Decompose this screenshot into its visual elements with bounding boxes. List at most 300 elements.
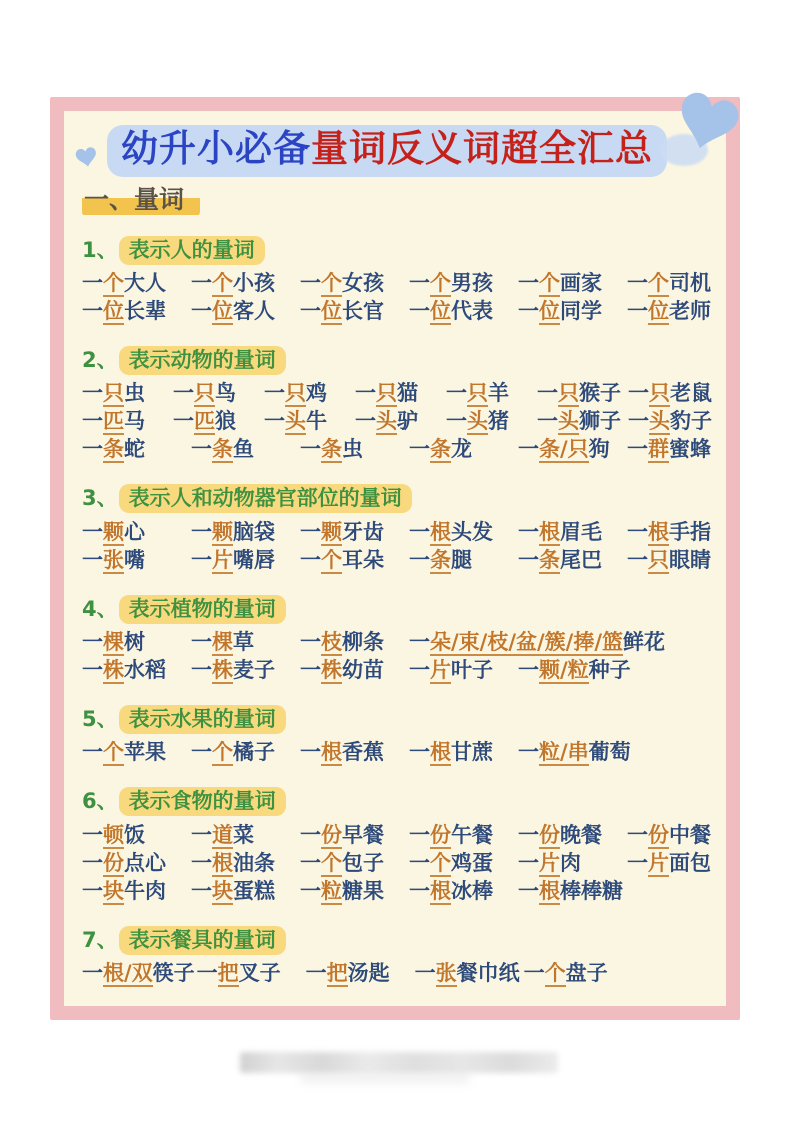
noun-text: 一: [191, 878, 212, 903]
noun-text: 一: [355, 381, 376, 406]
noun-text: 晚餐: [560, 822, 602, 847]
noun-text: 一: [82, 437, 103, 462]
measure-word-row: [82, 435, 711, 463]
noun-text: 一: [409, 298, 430, 323]
measure-word-item: [191, 628, 298, 656]
noun-text: 牙齿: [342, 519, 384, 544]
noun-text: 蛇: [124, 437, 145, 462]
noun-text: 一: [191, 298, 212, 323]
noun-text: 橘子: [233, 740, 275, 765]
measure-word: 株: [321, 657, 342, 682]
measure-word-item: [191, 656, 298, 684]
measure-word: 粒: [321, 878, 342, 903]
noun-text: 一: [518, 547, 539, 572]
measure-word-item: [628, 407, 717, 435]
noun-text: 一: [518, 740, 539, 765]
section-number: 3、: [82, 486, 118, 511]
measure-word: 头: [285, 409, 306, 434]
noun-text: 幼苗: [342, 657, 384, 682]
measure-word-item: [82, 656, 189, 684]
measure-word: 片: [430, 657, 451, 682]
measure-word-item: [409, 656, 516, 684]
measure-word-item: [306, 959, 413, 987]
measure-word-item: [409, 269, 516, 297]
measure-word: 个: [212, 270, 233, 295]
noun-text: 一: [409, 657, 430, 682]
noun-text: 苹果: [124, 740, 166, 765]
noun-text: 司机: [669, 270, 711, 295]
measure-word: 棵: [212, 629, 233, 654]
measure-word: 只: [285, 381, 306, 406]
measure-word-item: [627, 435, 726, 463]
measure-word-row: [82, 849, 711, 877]
page-title: [107, 125, 667, 177]
section-title: [82, 926, 708, 954]
measure-word: 张: [435, 960, 457, 985]
measure-word-item: [415, 959, 522, 987]
noun-text: 虫: [342, 437, 363, 462]
measure-word: 枝: [321, 629, 342, 654]
noun-text: 柳条: [342, 629, 384, 654]
measure-word-item: [191, 269, 298, 297]
noun-text: 一: [409, 878, 430, 903]
measure-word: 根/双: [103, 960, 153, 985]
noun-text: 鸡: [306, 381, 327, 406]
measure-word-item: [191, 435, 298, 463]
noun-text: 一: [264, 409, 285, 434]
noun-text: 羊: [488, 381, 509, 406]
pink-frame: [50, 97, 740, 1020]
measure-word: 个: [212, 740, 233, 765]
measure-word: 块: [212, 878, 233, 903]
noun-text: 嘴唇: [233, 547, 275, 572]
section-5: [82, 705, 708, 766]
noun-text: 长辈: [124, 298, 166, 323]
noun-text: 同学: [560, 298, 602, 323]
measure-word-item: [518, 269, 625, 297]
section-number: 5、: [82, 706, 118, 731]
noun-text: 包子: [342, 850, 384, 875]
noun-text: 一: [82, 409, 103, 434]
measure-word-row: [82, 269, 711, 297]
measure-word: 顿: [103, 822, 124, 847]
section-heading-text: 一、量词: [82, 185, 200, 216]
noun-text: 一: [300, 878, 321, 903]
measure-word: 根: [430, 878, 451, 903]
noun-text: 一: [191, 657, 212, 682]
section-number: 1、: [82, 237, 118, 262]
noun-text: 一: [537, 381, 558, 406]
measure-word: 片: [648, 850, 669, 875]
measure-word-item: [82, 379, 171, 407]
noun-text: 一: [196, 960, 218, 985]
measure-word-item: [300, 628, 407, 656]
measure-word-item: [409, 821, 516, 849]
measure-word-item: [82, 849, 189, 877]
noun-text: 一: [627, 298, 648, 323]
measure-word: 条: [430, 437, 451, 462]
measure-word-item: [627, 269, 726, 297]
measure-word-item: [300, 546, 407, 574]
measure-word-item: [518, 738, 631, 766]
measure-word-item: [518, 546, 625, 574]
noun-text: 一: [191, 822, 212, 847]
measure-word-item: [173, 407, 262, 435]
noun-text: 一: [446, 409, 467, 434]
noun-text: 一: [82, 381, 103, 406]
measure-word: 只: [376, 381, 397, 406]
noun-text: 冰棒: [451, 878, 493, 903]
measure-word-item: [518, 435, 625, 463]
measure-word: 只: [467, 381, 488, 406]
measure-word: 头: [467, 409, 488, 434]
measure-word-item: [409, 546, 516, 574]
measure-word-item: [82, 297, 189, 325]
measure-word-row: [82, 379, 712, 407]
noun-text: 糖果: [342, 878, 384, 903]
section-number: 2、: [82, 347, 118, 372]
measure-word-item: [300, 518, 407, 546]
measure-word-item: [191, 821, 298, 849]
measure-word: 个: [321, 270, 342, 295]
measure-word-item: [537, 407, 626, 435]
measure-word: 个: [430, 850, 451, 875]
noun-text: 一: [409, 547, 430, 572]
noun-text: 一: [627, 822, 648, 847]
noun-text: 头发: [451, 519, 493, 544]
noun-text: 草: [233, 629, 254, 654]
noun-text: 女孩: [342, 270, 384, 295]
noun-text: 画家: [560, 270, 602, 295]
measure-word: 个: [430, 270, 451, 295]
noun-text: 蜜蜂: [669, 437, 711, 462]
measure-word-item: [627, 849, 726, 877]
noun-text: 一: [518, 822, 539, 847]
noun-text: 一: [627, 547, 648, 572]
measure-word: 位: [430, 298, 451, 323]
measure-word: 条: [321, 437, 342, 462]
noun-text: 一: [300, 822, 321, 847]
noun-text: 驴: [397, 409, 418, 434]
noun-text: 客人: [233, 298, 275, 323]
noun-text: 树: [124, 629, 145, 654]
measure-word: 粒/串: [539, 740, 589, 765]
noun-text: 尾巴: [560, 547, 602, 572]
measure-word: 群: [648, 437, 669, 462]
measure-word: 条: [430, 547, 451, 572]
measure-word: 根: [321, 740, 342, 765]
measure-word-item: [82, 546, 189, 574]
noun-text: 一: [300, 629, 321, 654]
measure-word-item: [355, 379, 444, 407]
noun-text: 眉毛: [560, 519, 602, 544]
measure-word-item: [300, 849, 407, 877]
noun-text: 汤匙: [347, 960, 390, 985]
noun-text: 一: [82, 270, 103, 295]
noun-text: 一: [191, 547, 212, 572]
noun-text: 一: [628, 409, 649, 434]
measure-word-item: [627, 821, 726, 849]
noun-text: 一: [409, 850, 430, 875]
noun-text: 一: [191, 519, 212, 544]
measure-word: 个: [321, 850, 342, 875]
measure-word: 片: [212, 547, 233, 572]
measure-word: 头: [376, 409, 397, 434]
measure-word-item: [446, 407, 535, 435]
noun-text: 牛肉: [124, 878, 166, 903]
measure-word-item: [191, 297, 298, 325]
measure-word: 份: [321, 822, 342, 847]
noun-text: 一: [300, 740, 321, 765]
section-label: 表示植物的量词: [119, 595, 286, 624]
measure-word-item: [197, 959, 304, 987]
watermark-blur: [240, 1052, 558, 1073]
measure-word-item: [264, 379, 353, 407]
noun-text: 水稻: [124, 657, 166, 682]
measure-word: 颗: [212, 519, 233, 544]
noun-text: 一: [518, 878, 539, 903]
measure-word: 个: [321, 547, 342, 572]
measure-word-item: [82, 435, 189, 463]
measure-word: 条: [539, 547, 560, 572]
measure-word: 把: [217, 960, 239, 985]
noun-text: 一: [82, 519, 103, 544]
noun-text: 一: [518, 657, 539, 682]
measure-word-row: [82, 546, 711, 574]
heart-icon-small: [75, 147, 99, 169]
measure-word-item: [191, 849, 298, 877]
noun-text: 一: [191, 740, 212, 765]
measure-word-item: [191, 518, 298, 546]
measure-word: 只: [103, 381, 124, 406]
noun-text: 一: [300, 657, 321, 682]
measure-word-item: [82, 959, 195, 987]
noun-text: 一: [409, 437, 430, 462]
measure-word-item: [82, 518, 189, 546]
noun-text: 一: [82, 822, 103, 847]
measure-word-item: [518, 518, 625, 546]
noun-text: 耳朵: [342, 547, 384, 572]
measure-word-row: [82, 407, 712, 435]
measure-word-row: [82, 628, 708, 656]
title-row: [82, 125, 708, 177]
section-heading: [82, 185, 708, 215]
section-title: [82, 705, 708, 733]
noun-text: 狗: [588, 437, 610, 462]
noun-text: 一: [173, 381, 194, 406]
noun-text: 面包: [669, 850, 711, 875]
measure-word: 位: [212, 298, 233, 323]
noun-text: 手指: [669, 519, 711, 544]
noun-text: 一: [82, 740, 103, 765]
noun-text: 蛋糕: [233, 878, 275, 903]
measure-word: 头: [558, 409, 579, 434]
noun-text: 鸟: [215, 381, 236, 406]
section-title: [82, 484, 708, 512]
measure-word-item: [82, 628, 189, 656]
noun-text: 老鼠: [670, 381, 712, 406]
section-label: 表示人的量词: [119, 236, 265, 265]
measure-word: 片: [539, 850, 560, 875]
measure-word-item: [518, 656, 631, 684]
measure-word: 颗: [321, 519, 342, 544]
noun-text: 虫: [124, 381, 145, 406]
measure-word-item: [173, 379, 262, 407]
noun-text: 一: [82, 629, 103, 654]
measure-word-item: [82, 269, 189, 297]
measure-word: 条: [103, 437, 124, 462]
measure-word-item: [355, 407, 444, 435]
measure-word: 根: [430, 519, 451, 544]
measure-word: 位: [103, 298, 124, 323]
measure-word: 只: [558, 381, 579, 406]
measure-word-item: [300, 877, 407, 905]
noun-text: 香蕉: [342, 740, 384, 765]
noun-text: 菜: [233, 822, 254, 847]
section-3: [82, 484, 711, 573]
measure-word-item: [300, 435, 407, 463]
measure-word: 道: [212, 822, 233, 847]
noun-text: 马: [124, 409, 145, 434]
noun-text: 一: [355, 409, 376, 434]
section-label: 表示水果的量词: [119, 705, 286, 734]
noun-text: 猫: [397, 381, 418, 406]
measure-word: 条/只: [539, 437, 589, 462]
measure-word: 根: [212, 850, 233, 875]
measure-word: 头: [649, 409, 670, 434]
noun-text: 一: [300, 519, 321, 544]
measure-word-item: [191, 738, 298, 766]
noun-text: 一: [446, 381, 467, 406]
measure-word-item: [409, 435, 516, 463]
measure-word: 份: [103, 850, 124, 875]
noun-text: 一: [82, 960, 103, 985]
section-1: [82, 236, 711, 325]
section-label: 表示人和动物器官部位的量词: [119, 484, 412, 513]
noun-text: 一: [82, 878, 103, 903]
noun-text: 叉子: [238, 960, 281, 985]
noun-text: 一: [409, 629, 430, 654]
measure-word-row: [82, 297, 711, 325]
title-blue-part: 幼升小必备: [121, 127, 311, 170]
noun-text: 一: [191, 270, 212, 295]
noun-text: 一: [409, 822, 430, 847]
noun-text: 腿: [451, 547, 472, 572]
measure-word-item: [82, 407, 171, 435]
noun-text: 一: [300, 547, 321, 572]
noun-text: 一: [191, 850, 212, 875]
measure-word-item: [518, 849, 625, 877]
noun-text: 老师: [669, 298, 711, 323]
noun-text: 一: [523, 960, 545, 985]
measure-word-item: [300, 269, 407, 297]
measure-word-row: [82, 656, 708, 684]
noun-text: 一: [409, 270, 430, 295]
measure-word-item: [524, 959, 631, 987]
section-6: [82, 787, 711, 904]
watermark-blur-shadow: [300, 1072, 470, 1084]
measure-word: 株: [212, 657, 233, 682]
noun-text: 一: [518, 298, 539, 323]
noun-text: 眼睛: [669, 547, 711, 572]
noun-text: 一: [409, 740, 430, 765]
measure-word: 个: [544, 960, 566, 985]
measure-word: 把: [326, 960, 348, 985]
noun-text: 早餐: [342, 822, 384, 847]
section-title: [82, 236, 708, 264]
noun-text: 种子: [588, 657, 631, 682]
measure-word: 块: [103, 878, 124, 903]
measure-word-row: [82, 518, 711, 546]
measure-word: 份: [539, 822, 560, 847]
noun-text: 一: [518, 850, 539, 875]
section-2: [82, 346, 712, 463]
measure-word-item: [82, 877, 189, 905]
measure-word-item: [627, 518, 726, 546]
noun-text: 甘蔗: [451, 740, 493, 765]
measure-word: 棵: [103, 629, 124, 654]
noun-text: 一: [300, 270, 321, 295]
measure-word-item: [627, 297, 726, 325]
noun-text: 一: [627, 270, 648, 295]
section-title: [82, 787, 708, 815]
measure-word-item: [264, 407, 353, 435]
noun-text: 一: [191, 629, 212, 654]
noun-text: 盘子: [565, 960, 608, 985]
measure-word-row: [82, 738, 708, 766]
noun-text: 一: [628, 381, 649, 406]
measure-word-item: [409, 738, 516, 766]
noun-text: 长官: [342, 298, 384, 323]
noun-text: 一: [518, 437, 539, 462]
measure-word-item: [518, 297, 625, 325]
noun-text: 猪: [488, 409, 509, 434]
section-number: 7、: [82, 927, 118, 952]
noun-text: 鲜花: [623, 629, 666, 654]
noun-text: 一: [300, 850, 321, 875]
noun-text: 餐巾纸: [456, 960, 520, 985]
noun-text: 饭: [124, 822, 145, 847]
noun-text: 一: [173, 409, 194, 434]
measure-word-item: [300, 656, 407, 684]
measure-word-item: [518, 821, 625, 849]
noun-text: 豹子: [670, 409, 712, 434]
measure-word: 个: [103, 740, 124, 765]
measure-word-row: [82, 959, 708, 987]
noun-text: 一: [300, 298, 321, 323]
noun-text: 午餐: [451, 822, 493, 847]
measure-word: 只: [649, 381, 670, 406]
measure-word: 份: [430, 822, 451, 847]
measure-word: 个: [648, 270, 669, 295]
measure-word: 匹: [194, 409, 215, 434]
noun-text: 点心: [124, 850, 166, 875]
noun-text: 中餐: [669, 822, 711, 847]
section-7: [82, 926, 708, 987]
noun-text: 一: [518, 519, 539, 544]
noun-text: 心: [124, 519, 145, 544]
noun-text: 油条: [233, 850, 275, 875]
measure-word-item: [537, 379, 626, 407]
measure-word: 根: [539, 878, 560, 903]
noun-text: 男孩: [451, 270, 493, 295]
noun-text: 嘴: [124, 547, 145, 572]
measure-word-item: [627, 546, 726, 574]
section-number: 6、: [82, 789, 118, 814]
measure-word: 位: [539, 298, 560, 323]
measure-word-row: [82, 821, 711, 849]
sections: [82, 236, 712, 987]
